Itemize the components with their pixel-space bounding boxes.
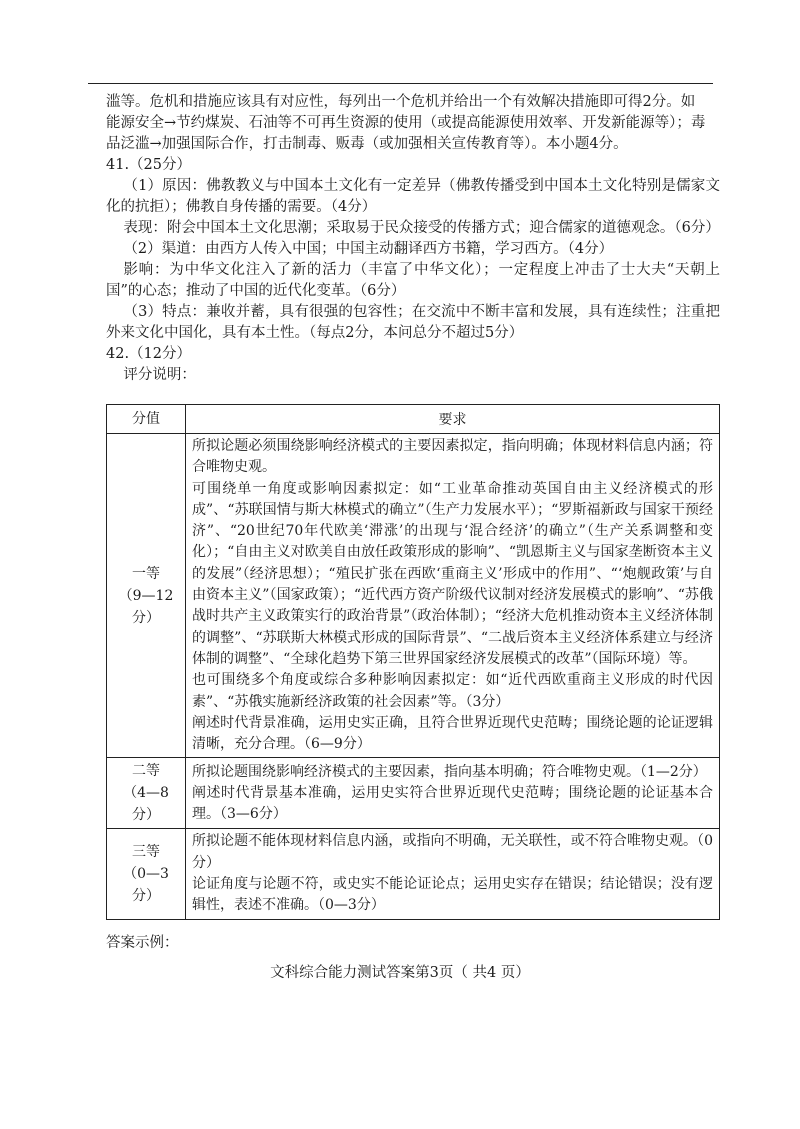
requirement-text: 所拟论题围绕影响经济模式的主要因素，指向基本明确；符合唯物史观。（1—2分） 阐述时代背景基本准确，运用史实符合世界近现代史范畴；围绕论题的论证基本合理。（3—6分） [192,763,713,823]
requirement-text: 所拟论题必须围绕影响经济模式的主要因素拟定，指向明确；体现材料信息内涵；符合唯物史观。 可围绕单一角度或影响因素拟定：如“工业革命推动英国自由主义经济模式的形成”、“苏联国情与斯大林模式的确立”（生产力发展水平）；“罗斯福新政与国家干预经济”、“20世纪70年代欧美‘滞涨’的出现与‘混合经济’的确立”（生产关系调整和变化）；“自由主义对欧美自由放任政策形成的影响”、“凯恩斯主义与国家垄断资本主义的发展”（经济思想）；“殖民扩张在西欧‘重商主义’形成中的作用”、“‘炮舰政策’与自由资本主义”（国家政策）；“近代西方资产阶级代议制对经济发展模式的影响”、“苏俄战时共产主义政策实行的政治背景”（政治体制）；“经济大危机推动资本主义经济体制的调整”、“苏联斯大林模式形成的国际背景”、“二战后资本主义经济体系建立与经济体制的调整”、“全球化趋势下第三世界国家经济发展模式的改革”（国际环境）等。 也可围绕多个角度或综合多种影响因素拟定：如“近代西欧重商主义形成的时代因素”、“苏俄实施新经济政策的社会因素”等。（3分） 阐述时代背景准确，运用史实正确，且符合世界近现代史范畴；围绕论题的论证逻辑清晰，充分合理。（6—9分） [192,438,713,753]
q41-item-3: （2）渠道：由西方人传入中国；中国主动翻译西方书籍，学习西方。（4分） [123,241,614,257]
level-range: （9—12分） [118,587,174,626]
page-footer: 文科综合能力测试答案第3页（ 共4 页） [270,965,530,981]
requirement-cell [186,434,720,758]
top-line-2: 能源安全→节约煤炭、石油等不可再生资源的使用（或提高能源使用效率、开发新能源等）；毒 [106,115,706,131]
level-range: （4—8分） [123,785,169,824]
grading-table [106,404,720,920]
q41-item-2: 表现：附会中国本土文化思潮；采取易于民众接受的传播方式；迎合儒家的道德观念。（6分） [123,220,720,236]
table-row [107,829,720,919]
requirement-text: 所拟论题不能体现材料信息内涵，或指向不明确，无关联性，或不符合唯物史观。（0分） 论证角度与论题不符，或史实不能论证论点；运用史实存在错误；结论错误；没有逻辑性，表述不准确。（0—3分） [192,833,713,914]
q42-heading: 42.（12分） [106,346,192,362]
level-name: 一等 [132,565,160,582]
level-name: 三等 [132,844,160,861]
q41-item-5: （3）特点：兼收并蓄，具有很强的包容性；在交流中不断丰富和发展，具有连续性；注重把外来文化中国化，具有本土性。（每点2分，本问总分不超过5分） [106,304,720,341]
table-row [107,758,720,829]
level-cell [107,829,186,919]
q41-item-1: （1）原因：佛教教义与中国本土文化有一定差异（佛教传播受到中国本土文化特别是儒家文化的抗拒）；佛教自身传播的需要。（4分） [106,178,720,215]
top-line-1: 滥等。危机和措施应该具有对应性，每列出一个危机并给出一个有效解决措施即可得2分。如 [106,94,696,110]
level-cell [107,758,186,829]
q41-section [106,155,720,386]
requirement-cell [186,758,720,829]
table-row [107,434,720,758]
level-name: 二等 [132,763,160,780]
q41-item-4: 影响：为中华文化注入了新的活力（丰富了中华文化）；一定程度上冲击了士大夫“天朝上国”的心态；推动了中国的近代化变革。（6分） [106,262,720,299]
header-requirements: 要求 [186,405,720,434]
level-range: （0—3分） [123,866,169,905]
header-level: 分值 [107,405,186,434]
q41-heading: 41.（25分） [106,157,192,173]
top-paragraph [106,92,720,155]
table-header-row [107,405,720,434]
top-line-3: 品泛滥→加强国际合作，打击制毒、贩毒（或加强相关宣传教育等）。本小题4分。 [106,136,628,152]
answer-example-label: 答案示例： [106,935,179,951]
level-cell [107,434,186,758]
requirement-cell [186,829,720,919]
q42-note: 评分说明： [123,367,196,383]
header-rule [88,83,713,84]
